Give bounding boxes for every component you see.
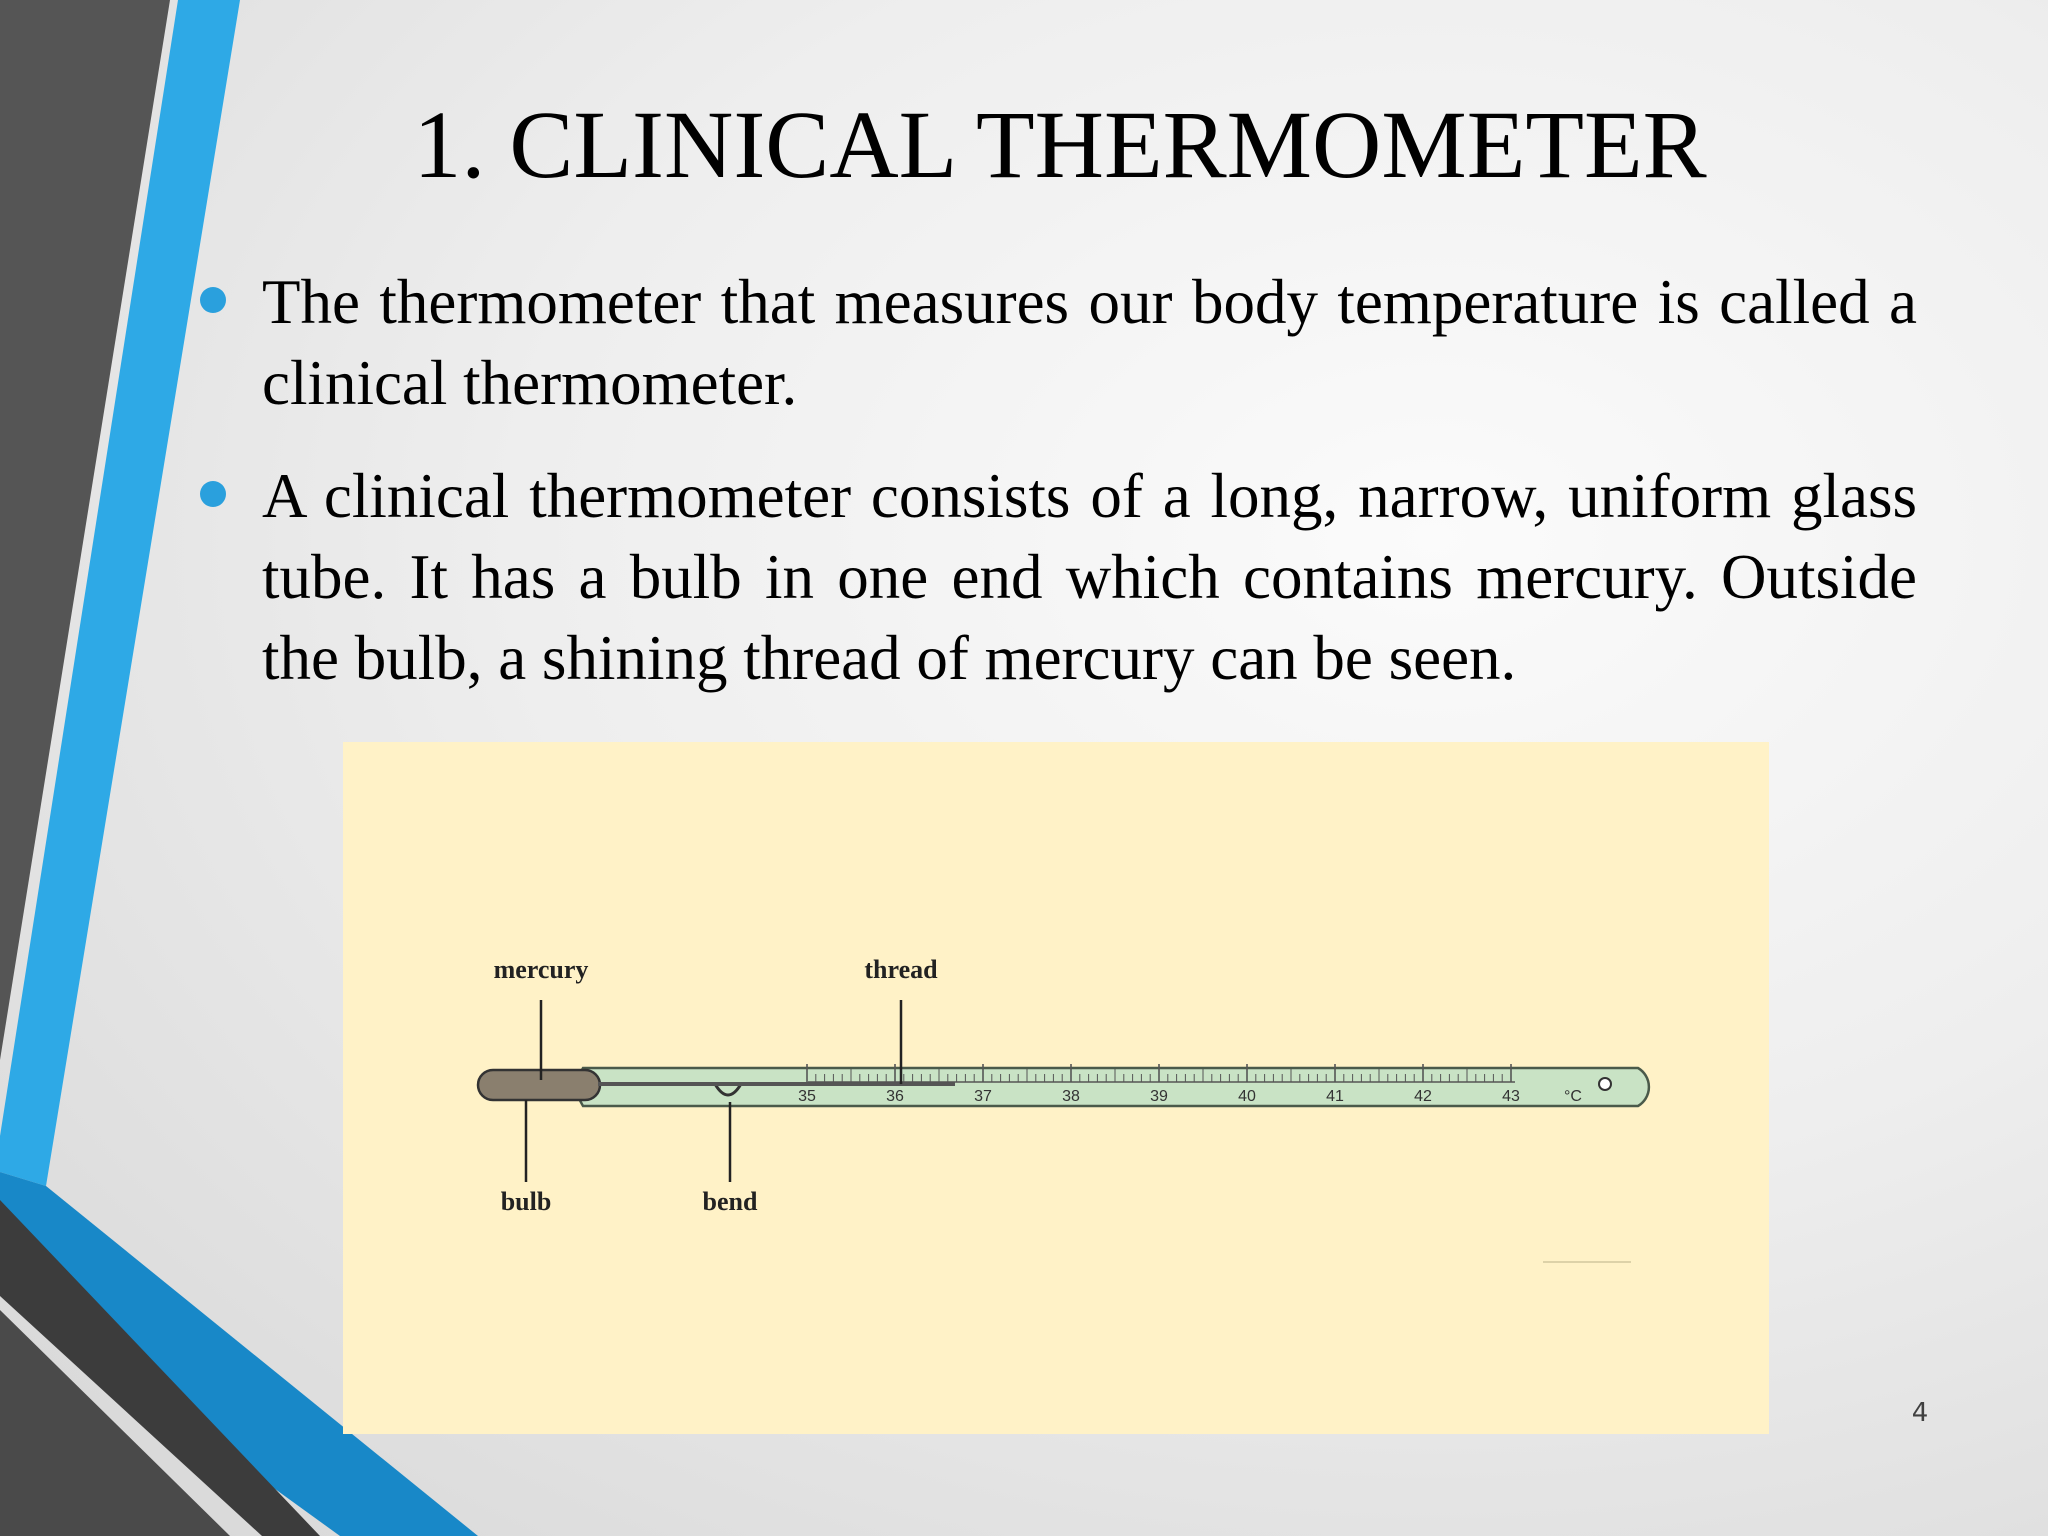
scale-label: 38 bbox=[1062, 1088, 1080, 1105]
scale-label: 40 bbox=[1238, 1088, 1256, 1105]
bullet-text: The thermometer that measures our body temperature is called a clinical thermometer. bbox=[262, 267, 1917, 418]
thermometer-diagram bbox=[343, 742, 1769, 1434]
bend-label: bend bbox=[702, 1187, 758, 1216]
scale-label: 39 bbox=[1150, 1088, 1168, 1105]
scale-label: 35 bbox=[798, 1088, 816, 1105]
unit-label: °C bbox=[1564, 1088, 1582, 1105]
slide-title: 1. CLINICAL THERMOMETER bbox=[413, 91, 1707, 198]
scale-label: 36 bbox=[886, 1088, 904, 1105]
scale-label: 41 bbox=[1326, 1088, 1344, 1105]
bulb-label: bulb bbox=[500, 1187, 552, 1216]
bullet-list bbox=[262, 262, 1917, 731]
mercury-label: mercury bbox=[493, 955, 589, 984]
slide-number: 4 bbox=[1911, 1398, 1929, 1428]
bulb-shape bbox=[478, 1070, 600, 1100]
bullet-item bbox=[262, 262, 1917, 424]
thermometer-figure bbox=[343, 742, 1769, 1434]
scale-label: 37 bbox=[974, 1088, 992, 1105]
bullet-dot-icon bbox=[200, 481, 226, 507]
scale-label: 43 bbox=[1502, 1088, 1520, 1105]
bullet-dot-icon bbox=[200, 287, 226, 313]
thread-label: thread bbox=[864, 955, 938, 984]
tube-end-icon bbox=[1599, 1078, 1611, 1090]
bullet-text: A clinical thermometer consists of a long, narrow, uniform glass tube. It has a bulb in one end which contains mercury. Outside the bulb, a shining thread of mercury can be seen. bbox=[262, 461, 1917, 693]
scale-label: 42 bbox=[1414, 1088, 1432, 1105]
bullet-item bbox=[262, 456, 1917, 699]
